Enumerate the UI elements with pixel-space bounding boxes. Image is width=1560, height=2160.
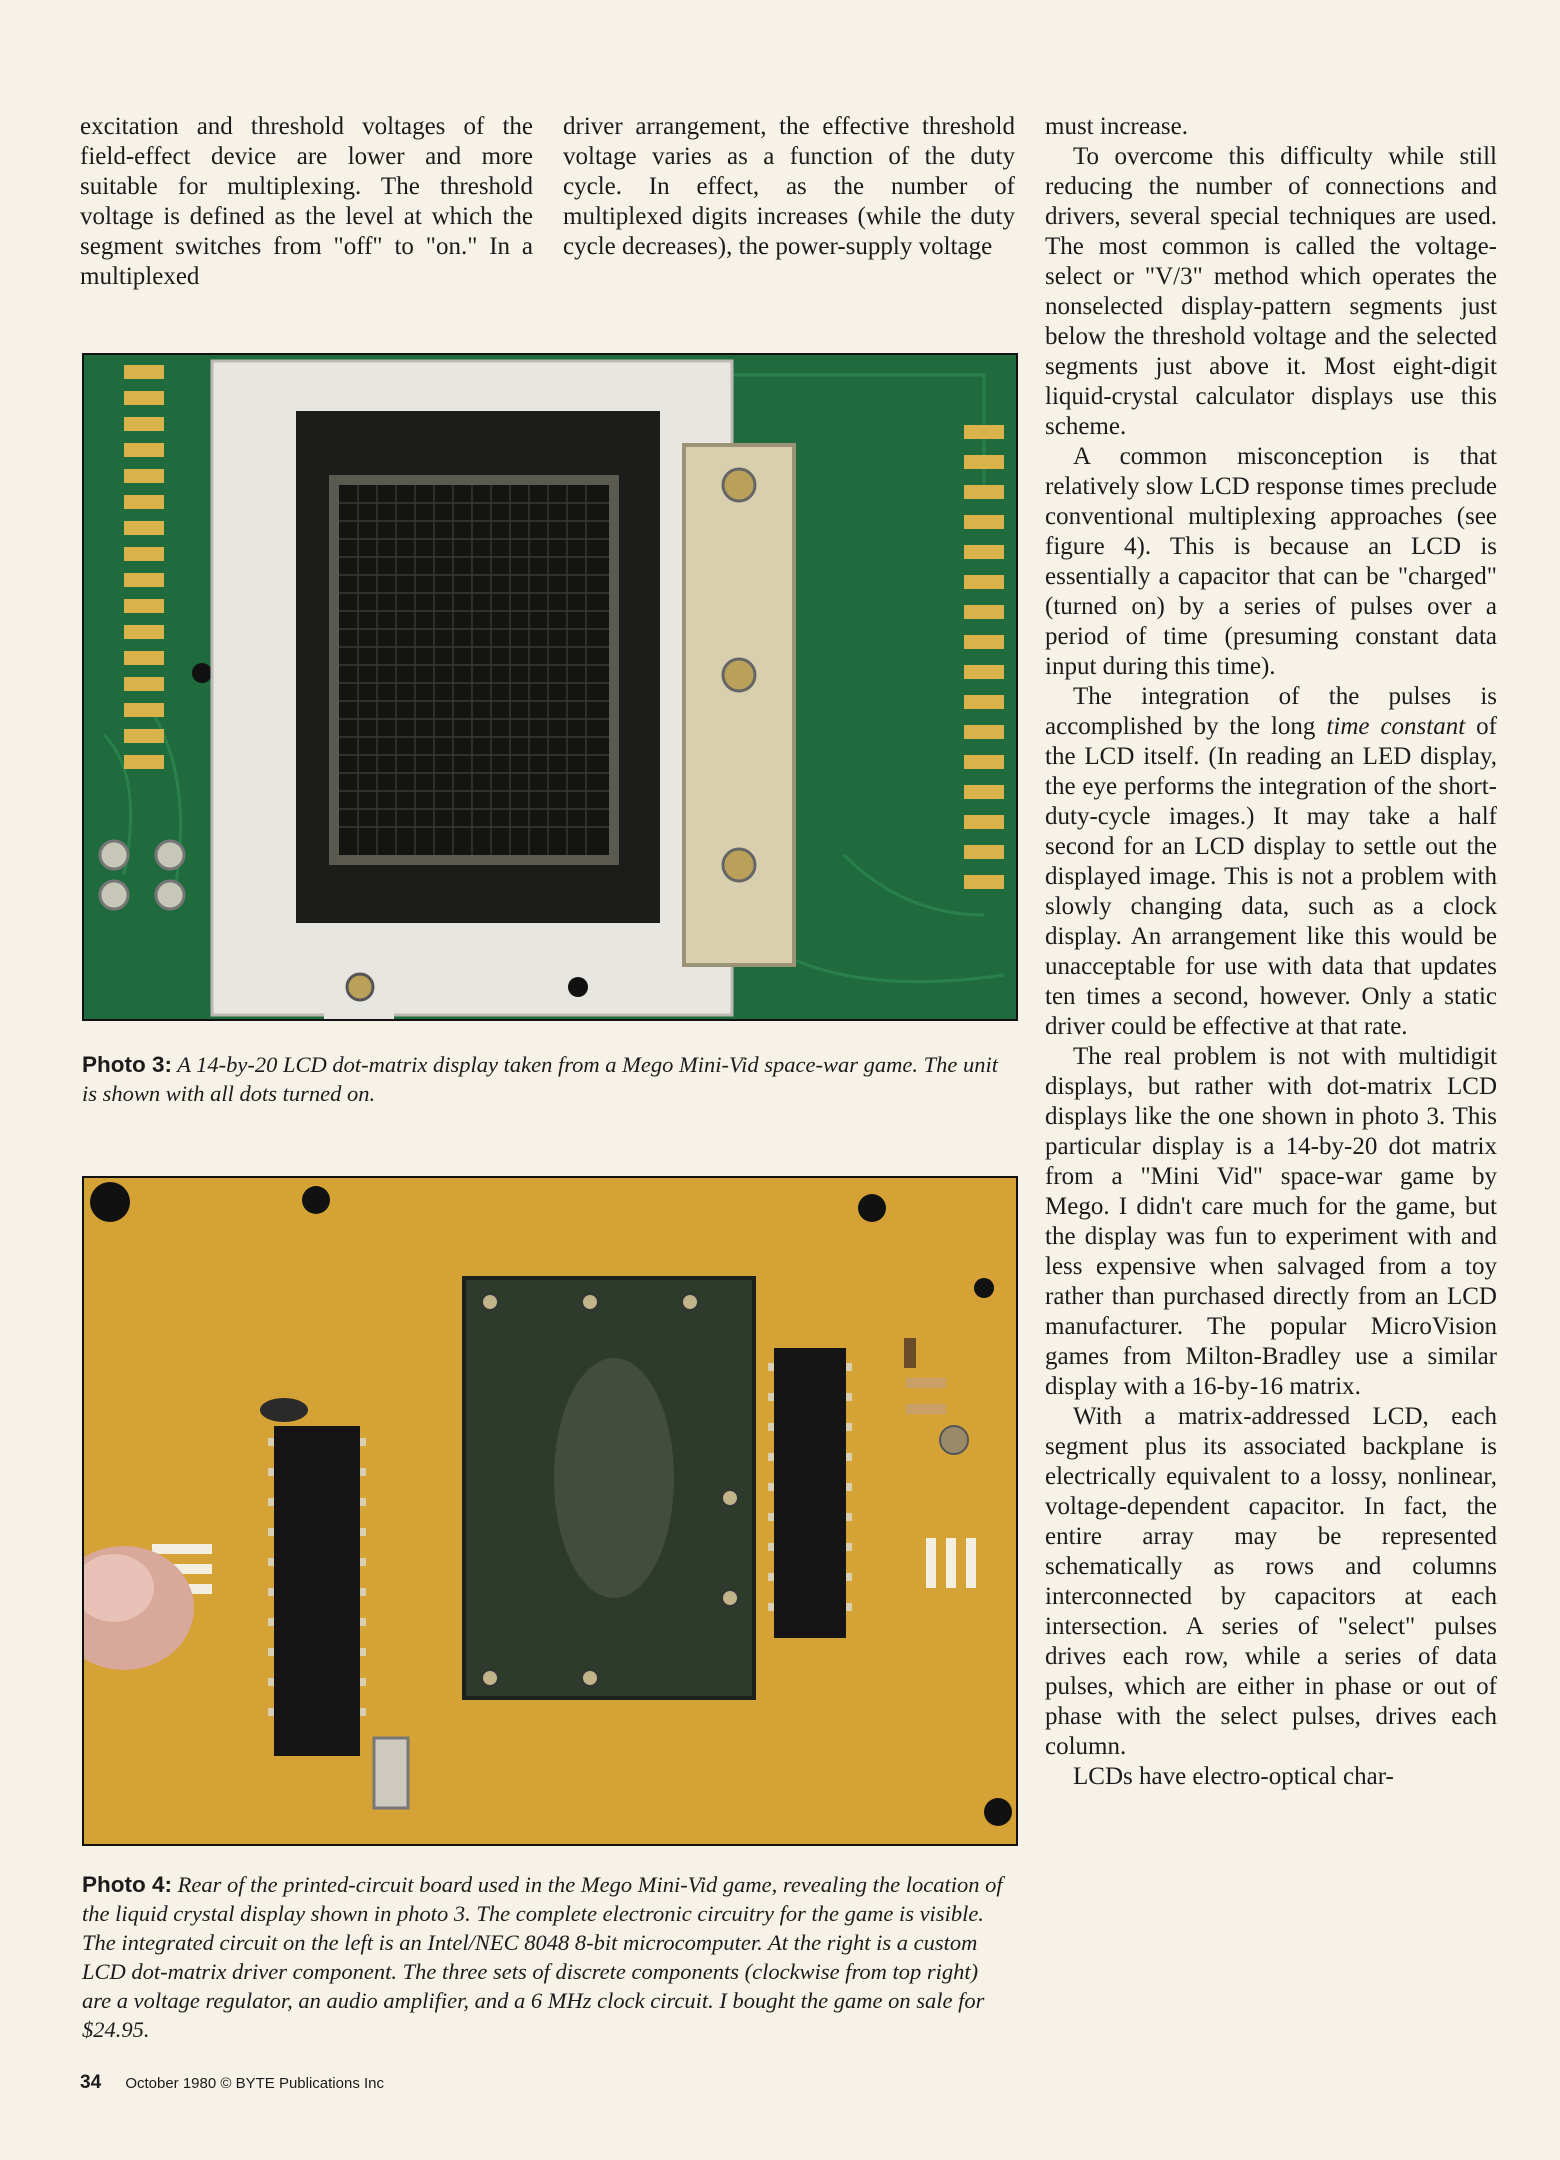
paragraph: With a matrix-addressed LCD, each segment plus its associated backplane is electrically equivalent to a lossy, nonlinear, voltage-dependent capacitor. In fact, the entire array may be represented schematically as rows and columns interconnected by capacitors at each intersection. A series of "select" pulses drives each row, while a series of data pulses, which are either in phase or out of phase with the select pulses, drives each column. bbox=[1045, 1403, 1497, 1760]
photo-4-caption bbox=[82, 1870, 1012, 2044]
page-footer bbox=[80, 2072, 384, 2094]
text-column-1 bbox=[80, 112, 533, 292]
text-column-3 bbox=[1045, 112, 1497, 1792]
paragraph: A common misconception is that relatively slow LCD response times preclude conventional multiplexing approaches (see figure 4). This is because an LCD is essentially a capacitor that can be "charged" (turned on) by a series of pulses over a period of time (presuming constant data input during this time). bbox=[1045, 443, 1497, 680]
paragraph: LCDs have electro-optical char- bbox=[1073, 1763, 1394, 1790]
emphasis: time constant bbox=[1326, 713, 1466, 740]
photo-3-image bbox=[84, 355, 1016, 1019]
paragraph: excitation and threshold voltages of the field-effect device are lower and more suitable for multiplexing. The threshold voltage is defined as the level at which the segment switches from "off" to "on." In a multiplexed bbox=[80, 113, 533, 290]
caption-label: Photo 4: bbox=[82, 1872, 172, 1897]
photo-4-image bbox=[84, 1178, 1016, 1844]
photo-3-lcd-display bbox=[82, 353, 1018, 1021]
paragraph: The integration of the pulses is accomplished by the long time constant of the LCD itself. (In reading an LED display, the eye performs the integration of the short-duty-cycle images.) It may take a half second for an LCD display to settle out the displayed image. This is not a problem with slowly changing data, such as a clock display. An arrangement like this would be unacceptable for use with data that updates ten times a second, however. Only a static driver could be effective at that rate. bbox=[1045, 683, 1498, 1040]
paragraph: To overcome this difficulty while still reducing the number of connections and drivers, several special techniques are used. The most common is called the voltage-select or "V/3" method which operates the nonselected display-pattern segments just below the threshold voltage and the selected segments just above it. Most eight-digit liquid-crystal calculator displays use this scheme. bbox=[1045, 143, 1497, 440]
footer-credit: October 1980 © BYTE Publications Inc bbox=[125, 2075, 384, 2092]
caption-text: A 14-by-20 LCD dot-matrix display taken from a Mego Mini-Vid space-war game. The unit is shown with all dots turned on. bbox=[82, 1052, 998, 1106]
paragraph: The real problem is not with multidigit displays, but rather with dot-matrix LCD displays like the one shown in photo 3. This particular display is a 14-by-20 dot matrix from a "Mini Vid" space-war game by Mego. I didn't care much for the game, but the display was fun to experiment with and less expensive when salvaged from a toy rather than purchased directly from an LCD manufacturer. The popular MicroVision games from Milton-Bradley use a similar display with a 16-by-16 matrix. bbox=[1045, 1043, 1497, 1400]
text-column-2 bbox=[563, 112, 1015, 262]
caption-text: Rear of the printed-circuit board used in the Mego Mini-Vid game, revealing the location of the liquid crystal display shown in photo 3. The complete electronic circuitry for the game is visible. The integrated circuit on the left is an Intel/NEC 8048 8-bit microcomputer. At the right is a custom LCD dot-matrix driver component. The three sets of discrete components (clockwise from top right) are a voltage regulator, an audio amplifier, and a 6 MHz clock circuit. I bought the game on sale for $24.95. bbox=[82, 1872, 1003, 2042]
caption-label: Photo 3: bbox=[82, 1052, 172, 1077]
page-number: 34 bbox=[80, 2072, 102, 2093]
paragraph: must increase. bbox=[1045, 113, 1189, 140]
photo-4-pcb-rear bbox=[82, 1176, 1018, 1846]
photo-3-caption bbox=[82, 1050, 1012, 1108]
paragraph: driver arrangement, the effective threshold voltage varies as a function of the duty cycle. In effect, as the number of multiplexed digits increases (while the duty cycle decreases), the power-supply voltage bbox=[563, 113, 1015, 260]
